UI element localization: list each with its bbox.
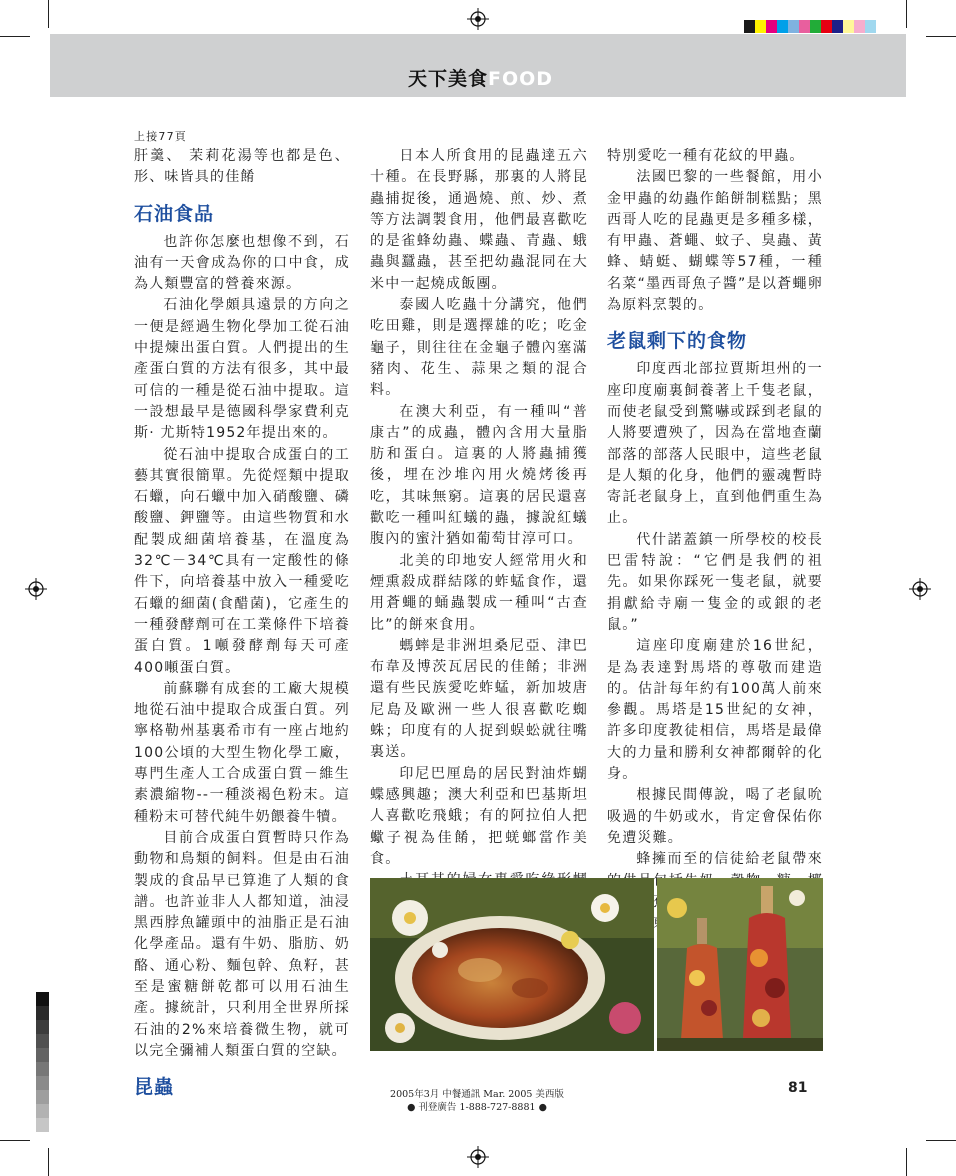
continued-from-note: 上接77頁 xyxy=(134,130,187,143)
page-number: 81 xyxy=(788,1080,808,1096)
heading-insects: 昆蟲 xyxy=(134,1076,175,1099)
heading-rat-leftovers: 老鼠剩下的食物 xyxy=(607,330,748,353)
paragraph: 蜂擁而至的信徒給老鼠帶來 xyxy=(636,851,823,868)
crop-mark xyxy=(926,36,956,37)
footer-ad-line: ● 刊登廣告 1-888-727-8881 ● xyxy=(407,1102,547,1113)
heading-petroleum-food: 石油食品 xyxy=(134,202,215,225)
paragraph: 目前合成蛋白質暫時只作為動物和鳥類的飼料。但是由石油製成的食品早已算進了人類的食譜。也許並非人人都知道，油浸黑西脖魚罐頭中的油脂正是石油化學產品。還有牛奶、脂肪、奶酪、通心粉、麵包幹、魚籽，甚至是蜜糖餅乾都可以用石油生產。據統計，只利用全世界所採石油的2%來培養微生物，就可以完全彌補人類蛋白質的空缺。 xyxy=(134,829,350,1059)
paragraph: 特別愛吃一種有花紋的甲蟲。 xyxy=(607,148,805,164)
paragraph: 從石油中提取合成蛋白的工藝其實很簡單。先從烴類中提取石蠟，向石蠟中加入硝酸鹽、磷酸鹽、鉀鹽等。由這些物質和水配製成細菌培養基，在溫度為32℃－34℃具有一定酸性的條件下，向培養基中放入一種愛吃石蠟的細菌(食醋菌)，它產生的一種發酵劑可在工業條件下培養蛋白質。1噸發酵劑每天可產400噸蛋白質。 xyxy=(134,446,350,676)
infused-oil-bottles-photo xyxy=(657,878,823,1051)
crop-mark xyxy=(48,0,49,28)
text-column-2 xyxy=(370,146,588,977)
grayscale-calibration-bar xyxy=(36,992,49,1132)
crop-mark xyxy=(906,1148,907,1176)
paragraph: 石油化學頗具遠景的方向之一便是經過生物化學加工從石油中提煉出蛋白質。人們提出的生產蛋白質的方法有很多，其中最可信的一種是從石油中提取。這一設想最早是德國科學家費利克斯· 尤斯特1952年提出來的。 xyxy=(134,297,350,442)
crop-mark xyxy=(906,0,907,28)
registration-mark-icon xyxy=(25,578,47,600)
paragraph: 印尼巴厘島的居民對油炸蝴蝶感興趣；澳大利亞和巴基斯坦人喜歡吃飛蛾；有的阿拉伯人把蠍子視為佳餚，把蜣螂當作美食。 xyxy=(370,765,588,867)
section-title-english: FOOD xyxy=(488,68,554,90)
paragraph: 北美的印地安人經常用火和煙熏殺成群結隊的蚱蜢食作，還用蒼蠅的蛹蟲製成一種叫“古查比”的餅來食用。 xyxy=(370,552,588,633)
paragraph: 前蘇聯有成套的工廠大規模地從石油中提取合成蛋白質。列寧格勒州基裏希市有一座占地約100公頃的大型生物化學工廠，專門生產人工合成蛋白質－維生素濃縮物--一種淡褐色粉末。這種粉末可替代純牛奶餵養牛犢。 xyxy=(134,680,350,825)
crop-mark xyxy=(926,1140,956,1141)
footer-publication-info xyxy=(382,1088,572,1114)
crop-mark xyxy=(0,1140,30,1141)
registration-mark-icon xyxy=(467,1146,489,1168)
footer-issue-line: 2005年3月 中餐通訊 Mar. 2005 美西版 xyxy=(390,1089,564,1100)
crop-mark xyxy=(0,36,30,37)
paragraph: 日本人所食用的昆蟲達五六十種。在長野縣，那裏的人將昆蟲捕捉後，通過燒、煎、炒、煮等方法調製食用，他們最喜歡吃的是雀蜂幼蟲、蝶蟲、青蟲、蛾蟲與蠶蟲，甚至把幼蟲混同在大米中一起燒成飯團。 xyxy=(370,148,588,292)
paragraph: 印度西北部拉賈斯坦州的一座印度廟裏飼養著上千隻老鼠，而使老鼠受到驚嚇或踩到老鼠的人將要遭殃了，因為在當地查蘭部落的部落人民眼中，這些老鼠是人類的化身，他們的靈魂暫時寄託老鼠身上，直到他們重生為止。 xyxy=(607,361,823,527)
paragraph: 法國巴黎的一些餐館，用小金甲蟲的幼蟲作餡餅制糕點；黑西哥人吃的昆蟲更是多種多樣，有甲蟲、蒼蠅、蚊子、臭蟲、黃蜂、蜻蜓、蝴蝶等57種，一種名菜“墨西哥魚子醬”是以蒼蠅卵為原料烹製的。 xyxy=(607,169,823,314)
text-column-3 xyxy=(607,146,823,934)
color-calibration-bar xyxy=(744,20,876,33)
section-title xyxy=(408,64,553,91)
registration-mark-icon xyxy=(909,578,931,600)
text-column-1 xyxy=(134,130,350,1105)
paragraph: 泰國人吃蟲十分講究，他們吃田雞，則是選擇雄的吃；吃金龜子，則往往在金龜子體內塞滿豬肉、花生、蒜果之類的混合料。 xyxy=(370,297,588,399)
paragraph: 也許你怎麼也想像不到，石油有一天會成為你的口中食，成為人類豐富的營養來源。 xyxy=(134,233,350,293)
food-dish-photo xyxy=(370,878,654,1051)
crop-mark xyxy=(48,1148,49,1176)
footer-ad-text: 刊登廣告 1-888-727-8881 xyxy=(418,1102,536,1113)
section-title-chinese: 天下美食 xyxy=(408,68,489,90)
paragraph: 在澳大利亞，有一種叫“普康古”的成蟲，體內含用大量脂肪和蛋白。這裏的人將蟲捕獲後，埋在沙堆內用火燒烤後再吃，其味無窮。這裏的居民還喜歡吃一種叫紅蟻的蟲，據說紅蟻腹內的蜜汁猶如葡萄甘淳可口。 xyxy=(370,403,588,548)
intro-paragraph: 肝羹、 茉莉花湯等也都是色、形、味皆具的佳餚 xyxy=(134,148,350,186)
paragraph: 根據民間傳說，喝了老鼠吮吸過的牛奶或水，肯定會保佑你免遭災難。 xyxy=(607,787,823,846)
paragraph: 代什諾蓋鎮一所學校的校長巴雷特說：“它們是我們的祖先。如果你踩死一隻老鼠，就要捐獻給寺廟一隻金的或銀的老鼠。” xyxy=(607,531,823,633)
paragraph: 螞蟀是非洲坦桑尼亞、津巴布韋及博茨瓦居民的佳餚；非洲還有些民族愛吃蚱蜢，新加坡唐尼島及歐洲一些人很喜歡吃蜘蛛；印度有的人捉到蜈蚣就往嘴裏送。 xyxy=(370,637,588,761)
registration-mark-icon xyxy=(467,8,489,30)
paragraph: 這座印度廟建於16世紀，是為表達對馬塔的尊敬而建造的。估計每年約有100萬人前來參觀。馬塔是15世紀的女神，許多印度教徒相信，馬塔是最偉大的力量和勝利女神都爾幹的化身。 xyxy=(607,638,823,783)
